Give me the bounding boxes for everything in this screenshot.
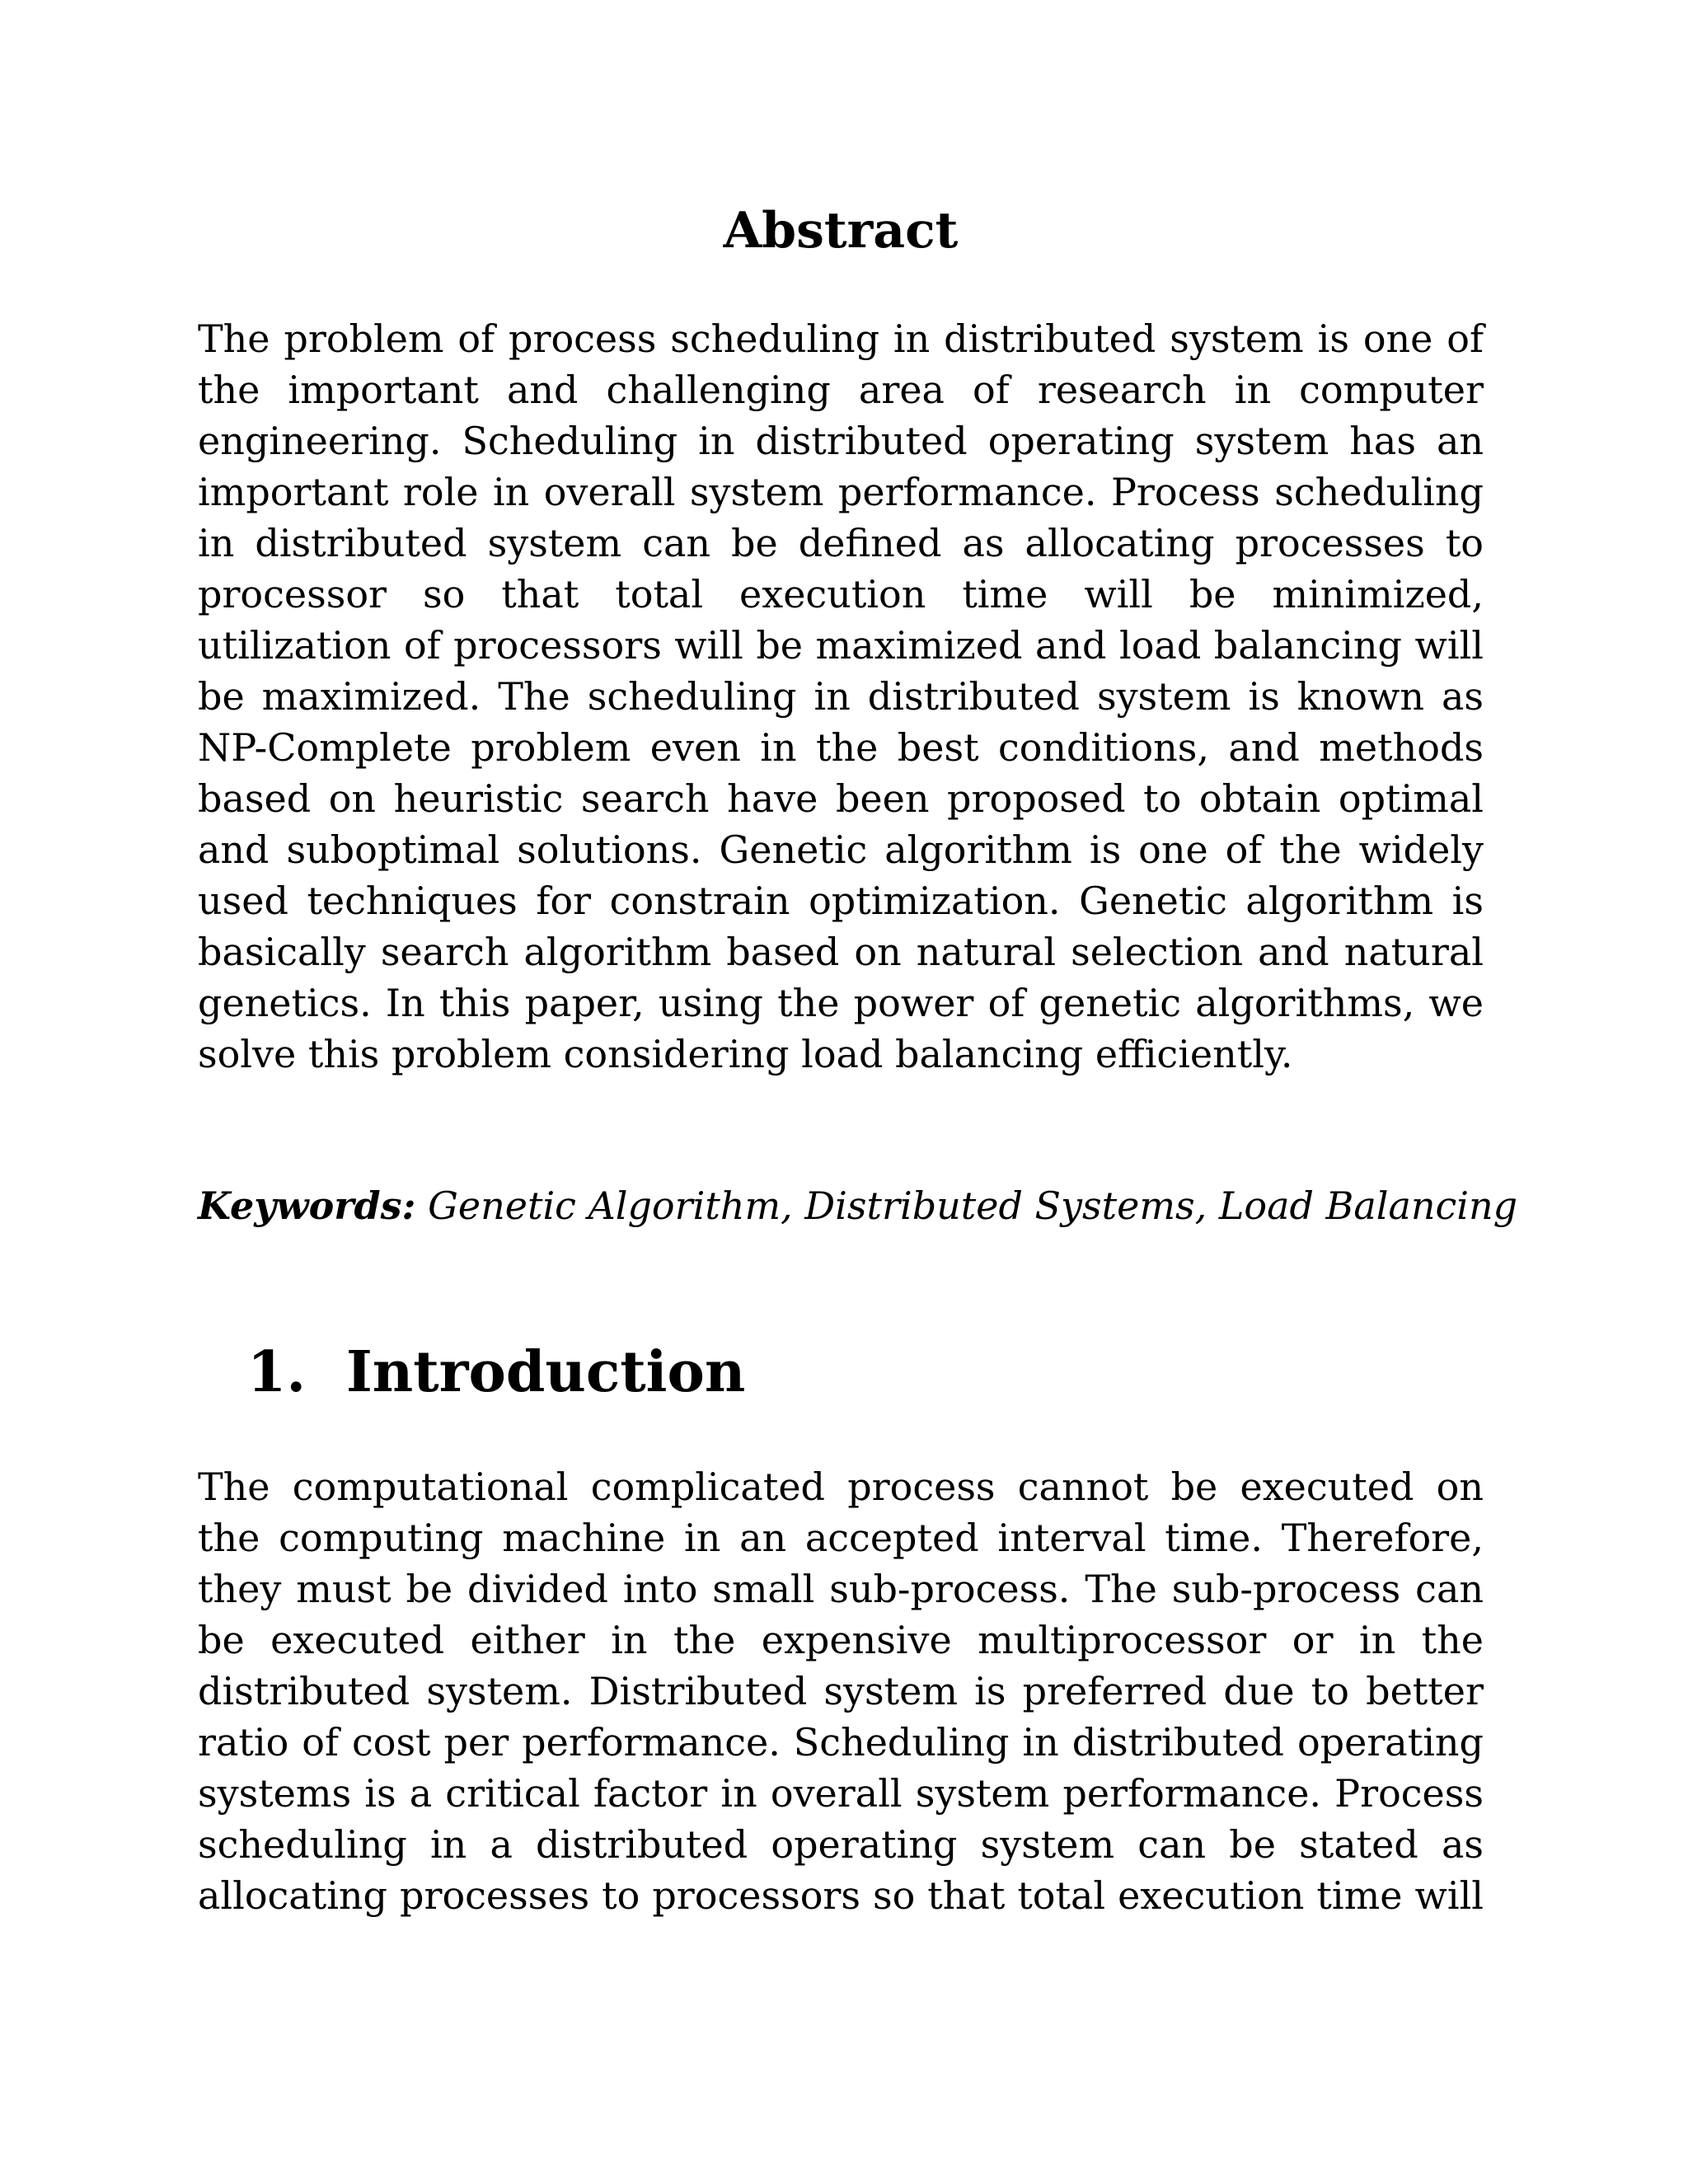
section-title: Introduction [346,1339,746,1405]
abstract-paragraph: The problem of process scheduling in distributed system is one of the important and challenging area of research in computer engineering. Scheduling in distributed operating system has an important role in overall system performance. Process scheduling in distributed system can be defined as allocating processes to processor so that total execution time will be minimized, utilization of processors will be maximized and load balancing will be maximized. The scheduling in distributed system is known as NP-Complete problem even in the best conditions, and methods based on heuristic search have been proposed to obtain optimal and suboptimal solutions. Genetic algorithm is one of the widely used techniques for constrain optimization. Genetic algorithm is basically search algorithm based on natural selection and natural genetics. In this paper, using the power of genetic algorithms, we solve this problem considering load balancing efficiently. [198,316,1484,1076]
keywords-line [198,1180,1518,1231]
keywords-text: Genetic Algorithm, Distributed Systems, Load Balancing [428,1183,1518,1228]
section-heading-introduction [247,1335,745,1409]
abstract-title: Abstract [723,202,959,260]
keywords-label: Keywords: [198,1183,416,1228]
introduction-paragraph: The computational complicated process cannot be executed on the computing machine in an accepted interval time. Therefore, they must be divided into small sub-process. The sub-process can be executed either in the expensive multiprocessor or in the distributed system. Distributed system is preferred due to better ratio of cost per performance. Scheduling in distributed operating systems is a critical factor in overall system performance. Process scheduling in a distributed operating system can be stated as allocating processes to processors so that total execution time will [198,1465,1484,1918]
section-number: 1. [247,1339,306,1405]
